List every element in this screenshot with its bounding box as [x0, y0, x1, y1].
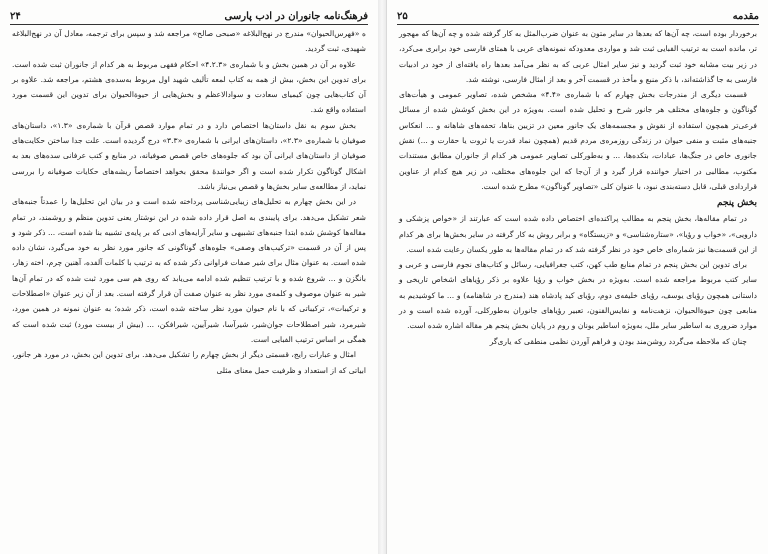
section-paragraph-2: برای تدوین این بخش پنجم در تمام منابع طب کهن، کتب جغرافیایی، رسائل و کتاب‌های نجوم فارسی و عربی و سایر کتب مربوط مراجعه شده است. به‌ویژه در بخش خواب و رؤیا علاوه بر ذکر رؤیاهای اشخاص تاریخی و داستانی همچون رؤیای یوسف، رؤیای خلیفه‌ی دوم، رؤیای کید پادشاه هند (مندرج در شاهنامه) و ... ما کوشیدیم به منابعی چون حیوةالحیوان، نزهت‌نامه و نفایس‌الفنون، تعبیر رؤیاهای جانوران به‌طورکلی، آورده شده است و در موارد ضروری به اساطیر سایر ملل، به‌ویژه اساطیر یونان و روم در پایان بخش پنجم هر مقاله اشاره شده است. [399, 260, 757, 331]
left-paragraph-4: در این بخش چهارم به تحلیل‌های زیبایی‌شناسی پرداخته شده است و در بیان این تحلیل‌ها را عمدتاً جنبه‌های شعر تشکیل می‌دهد. برای پایبندی به اصل قرار داده شده در این نوشتار یعنی تدوین منظم و روشمند، در تمام مقاله‌ها کوشش شده ابتدا جنبه‌های تشبیهی و سایر آرایه‌های ادبی که بر پایه‌ی تشبیه بنا شده است، ... ذکر شود و پس از آن در قسمت «ترکیب‌های وصفی» جلوه‌های گوناگونی که جانور مورد نظر به خود می‌گیرد، نشان داده شده است. به عنوان مثال برای شیر صفات فراوانی ذکر شده که به ترتیب با کلمات آلفده، آهنین چرم، اخته زهار، بانگزن و ... شروع شده و با ترتیب تنظیم شده ادامه می‌یابد که روی هم سی مورد ثبت شده که در تمام آن‌ها شیر به عنوان موصوف و کلمه‌ی مورد نظر به عنوان صفت آن قرار گرفته است. بعد از آن زیر عنوان «اصطلاحات و ترکیبات»، ترکیباتی که با نام حیوان مورد نظر ساخته شده است، ذکر شده؛ به عنوان نمونه در همین مورد، شیرمرد، شیر اصطلاحات جوان‌شیر، شیرآسا، شیرآیین، شیرافکن، ... (بیش از بیست مورد) ثبت شده است که همگی بر اساس ترتیب الفبایی است. [12, 197, 366, 344]
section-paragraph-1: در تمام مقاله‌ها، بخش پنجم به مطالب پراکنده‌ای اختصاص داده شده است که عبارتند از «خواص پزشکی و دارویی»، «خواب و رؤیا»، «ستاره‌شناسی» و «زیستگاه» و برابر روش به کار گرفته در سایر بخش‌ها برای هر کدام از این قسمت‌ها نیز شماره‌ای خاص خود در نظر گرفته شد که در تمام مقاله‌ها به طور یکسان رعایت شده است. [399, 214, 757, 254]
left-paragraph-3: بخش سوم به نقل داستان‌ها اختصاص دارد و در تمام موارد قصص قرآن با شماره‌ی «۱.۳»، داستان‌های صوفیان با شماره‌ی «۲.۳»، داستان‌های ایرانی با شماره‌ی «۳.۳» درج گردیده است. علت جدا ساختن حکایت‌های صوفیان از داستان‌های ایرانی آن بود که جلوه‌های خاص قصص صوفیانه، در منابع و کتب عرفانی سده‌های بعد به اشکال گوناگون تکرار شده است و اگر خوانندهٔ محقق بخواهد اختصاصاً ریشه‌های حکایات صوفیانه را بررسی نماید، از مطالعه‌ی سایر بخش‌ها و قصص بی‌نیاز باشد. [12, 120, 367, 191]
right-paragraph-2: قسمت دیگری از مندرجات بخش چهارم که با شماره‌ی «۴.۴» مشخص شده، تصاویر عمومی و هیأت‌های گوناگون و جلوه‌های مختلف هر جانور شرح و تحلیل شده است. به‌ویژه در این بخش کوشش شده از مسائل فرعی‌تر همچون استفاده از نقوش و مجسمه‌های یک جانور معین در تزیین بناها، تحفه‌های شاهانه و ... انعکاس جنبه‌های مثبت و منفی حیوان در زندگی روزمره‌ی مردم قدیم (همچون نماد قدرت یا ثروت یا حقارت و ...) نقش جانوری خاص در جنگ‌ها، عبادات، بتکده‌ها، ... و به‌طورکلی تصاویر عمومی هر کدام از جانوران مطابق مستندات مکتوب، مطالبی در اختیار خواننده قرار گیرد و از آن‌جا که این جلوه‌های مختلف، در زیر هیچ کدام از عناوین قراردادی قبلی، قابل دسته‌بندی نبود، با عنوان کلی «تصاویر گوناگون» مطرح شده است. [399, 90, 757, 191]
book-gutter [378, 0, 386, 554]
right-page-body [399, 26, 757, 550]
left-paragraph-1: ه «فهرس‌الحیوان» مندرج در نهج‌البلاغه «صبحی صالح» مراجعه شد و سپس برای ترجمه، معادل آن در نهج‌البلاغه شهیدی، ثبت گردید. [12, 29, 366, 54]
left-page-number: ۲۴ [10, 11, 21, 22]
section-paragraph-3: چنان که ملاحظه می‌گردد روشن‌مند بودن و فراهم آوردن نظمی منطقی که یاری‌گر [489, 336, 747, 346]
left-paragraph-2: علاوه بر آن در همین بخش و با شماره‌ی «۴.۲.۳» احکام فقهی مربوط به هر کدام از جانوران ثبت شده است. برای تدوین این بخش، بیش از همه به کتاب لمعه تألیف شهید اول مربوط به‌سده‌ی هشتم، مراجعه شد. علاوه بر آن کتاب‌هایی چون کیمیای سعادت و سوادالاعظم و بخش‌هایی از حیوةالحیوان برای تدوین این قسمت مورد استفاده واقع شد. [12, 59, 366, 115]
left-paragraph-5: امثال و عبارات رایج، قسمتی دیگر از بخش چهارم را تشکیل می‌دهد. برای تدوین این بخش، در مورد هر جانور، ابیاتی که از استعداد و ظرفیت حمل معنای مثلی [12, 350, 366, 375]
left-page [0, 0, 379, 554]
left-header-title: فرهنگ‌نامه جانوران در ادب پارسی [224, 11, 368, 22]
right-page-number: ۲۵ [397, 11, 408, 22]
section-heading: بخش پنجم [717, 198, 757, 209]
left-page-body [12, 26, 366, 550]
right-page [386, 0, 768, 554]
right-page-header [397, 6, 759, 25]
left-page-header [10, 6, 368, 25]
right-header-title: مقدمه [732, 11, 759, 22]
right-paragraph-1: برخوردار بوده است، چه آن‌ها که بعدها در سایر متون به عنوان ضرب‌المثل به کار گرفته شده و چه آن‌ها که مهجور تر، مانده است به ترتیب الفبایی ثبت شد و مواردی معدودکه نمونه‌های عربی با همتای فارسی خود برابری می‌کرد، در زیر بیت مشابه خود ثبت گردید و نیز سایر امثال عربی که به نظر می‌آمد بعدها راه یافته‌ای از خود در ادبیات فارسی به جا گذاشته‌اند، با ذکر منبع و مأخذ در قسمت آخر و بعد از امثال فارسی، نوشته شد. [399, 29, 757, 84]
